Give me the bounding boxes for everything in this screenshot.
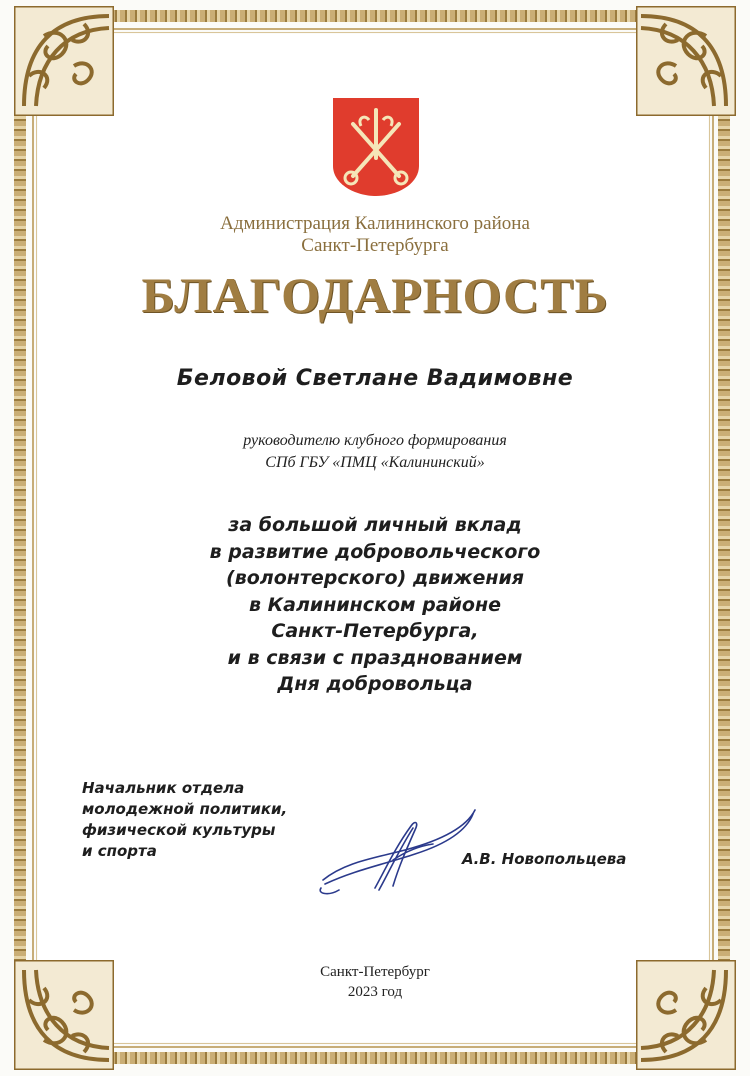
reason-line: и в связи с празднованием — [227, 646, 523, 669]
signatory-title-line: молодежной политики, — [82, 800, 288, 818]
frame-border-left — [14, 20, 26, 1056]
recipient-position-line-1: руководителю клубного формирования — [243, 432, 507, 449]
reason-line: в развитие добровольческого — [209, 540, 541, 563]
certificate-title: БЛАГОДАРНОСТЬ — [141, 267, 609, 323]
recipient-position-line-2: СПб ГБУ «ПМЦ «Калининский» — [265, 454, 485, 471]
footer-city: Санкт-Петербург — [320, 964, 430, 980]
signatory-title-line: и спорта — [82, 842, 157, 860]
reason-line: (волонтерского) движения — [226, 567, 524, 589]
issuer-line-2: Санкт-Петербурга — [301, 235, 449, 256]
signatory-title-line: физической культуры — [82, 821, 276, 839]
frame-border-right — [718, 20, 730, 1056]
reason-line: в Калининском районе — [249, 593, 501, 616]
issuer-line-1: Администрация Калининского района — [220, 213, 530, 234]
corner-ornament-icon — [636, 6, 736, 116]
frame-border-bottom — [20, 1052, 726, 1064]
footer-year: 2023 год — [347, 984, 403, 1000]
coat-of-arms-icon — [331, 96, 421, 198]
corner-ornament-icon — [14, 6, 114, 116]
reason-line: за большой личный вклад — [228, 514, 522, 536]
handwritten-signature-icon — [315, 800, 485, 900]
reason-line: Дня добровольца — [277, 673, 473, 695]
signatory-title-line: Начальник отдела — [82, 779, 245, 797]
reason-line: Санкт-Петербурга, — [271, 620, 479, 642]
recipient-name: Беловой Светлане Вадимовне — [176, 366, 574, 391]
signatory-name: А.В. Новопольцева — [462, 850, 627, 868]
reason-text — [40, 512, 710, 698]
frame-border-top — [20, 10, 726, 22]
